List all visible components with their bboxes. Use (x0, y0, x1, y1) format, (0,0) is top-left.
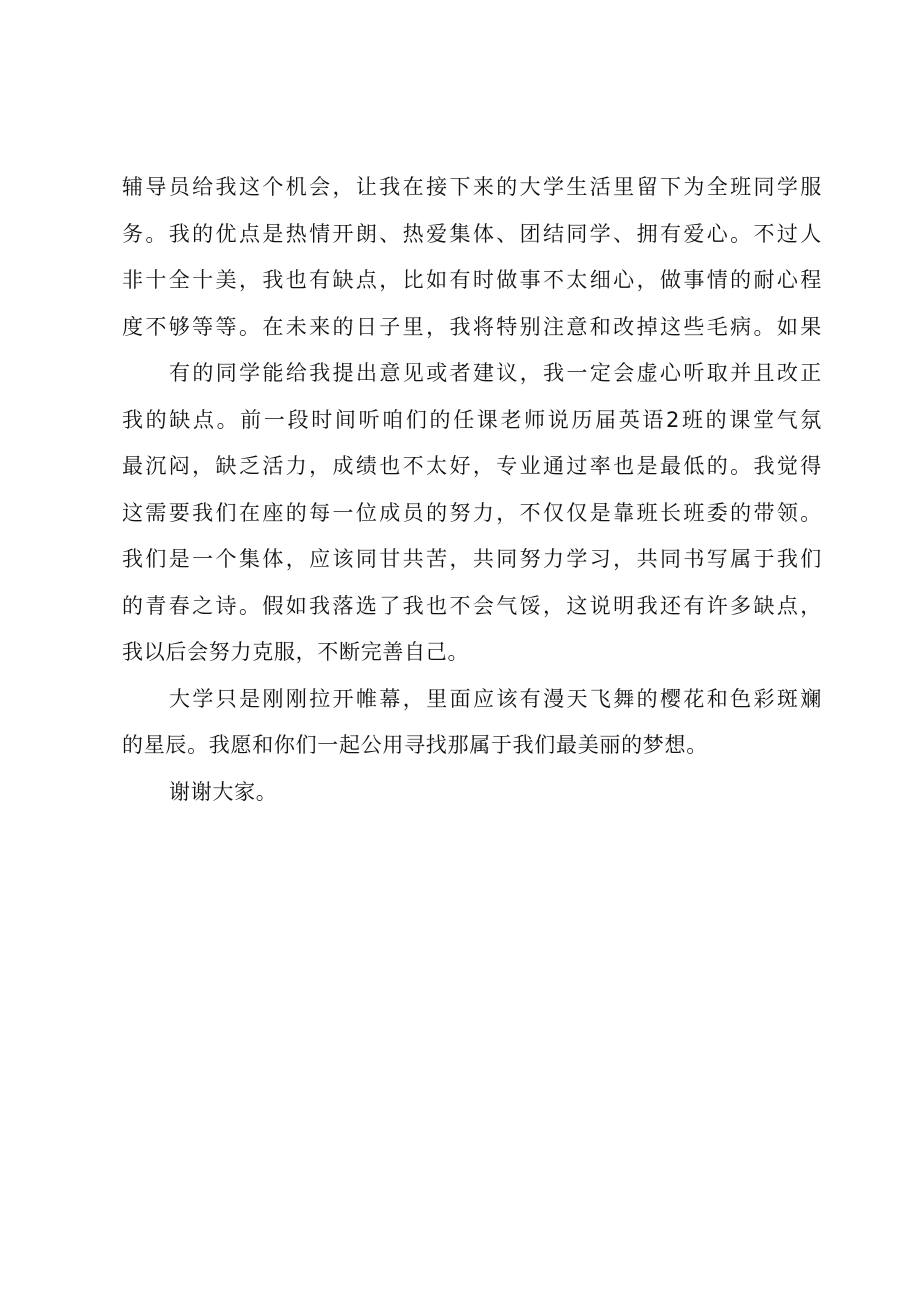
text-line: 度不够等等。在未来的日子里，我将特别注意和改掉这些毛病。如果 (122, 314, 822, 339)
text-line: 非十全十美，我也有缺点，比如有时做事不太细心，做事情的耐心程 (122, 268, 822, 292)
text-line: 辅导员给我这个机会，让我在接下来的大学生活里留下为全班同学服 (122, 175, 822, 199)
text-line: 我以后会努力克服，不断完善自己。 (122, 640, 470, 664)
text-line: 务。我的优点是热情开朗、热爱集体、团结同学、拥有爱心。不过人 (122, 221, 822, 246)
text-line: 大学只是刚刚拉开帷幕，里面应该有漫天飞舞的樱花和色彩斑斓 (169, 686, 822, 711)
text-line: 的星辰。我愿和你们一起公用寻找那属于我们最美丽的梦想。 (122, 733, 708, 757)
text-line: 这需要我们在座的每一位成员的努力，不仅仅是靠班长班委的带领。 (122, 500, 822, 525)
text-line: 我们是一个集体，应该同甘共苦，共同努力学习，共同书写属于我们 (122, 547, 822, 571)
text-line: 有的同学能给我提出意见或者建议，我一定会虚心听取并且改正 (169, 361, 822, 385)
body-text (122, 164, 822, 815)
text-line: 的青春之诗。假如我落选了我也不会气馁，这说明我还有许多缺点， (122, 593, 822, 618)
text-line: 我的缺点。前一段时间听咱们的任课老师说历届英语2班的课堂气氛 (122, 407, 822, 432)
closing-line: 谢谢大家。 (169, 779, 278, 804)
text-line: 最沉闷，缺乏活力，成绩也不太好，专业通过率也是最低的。我觉得 (122, 454, 822, 478)
